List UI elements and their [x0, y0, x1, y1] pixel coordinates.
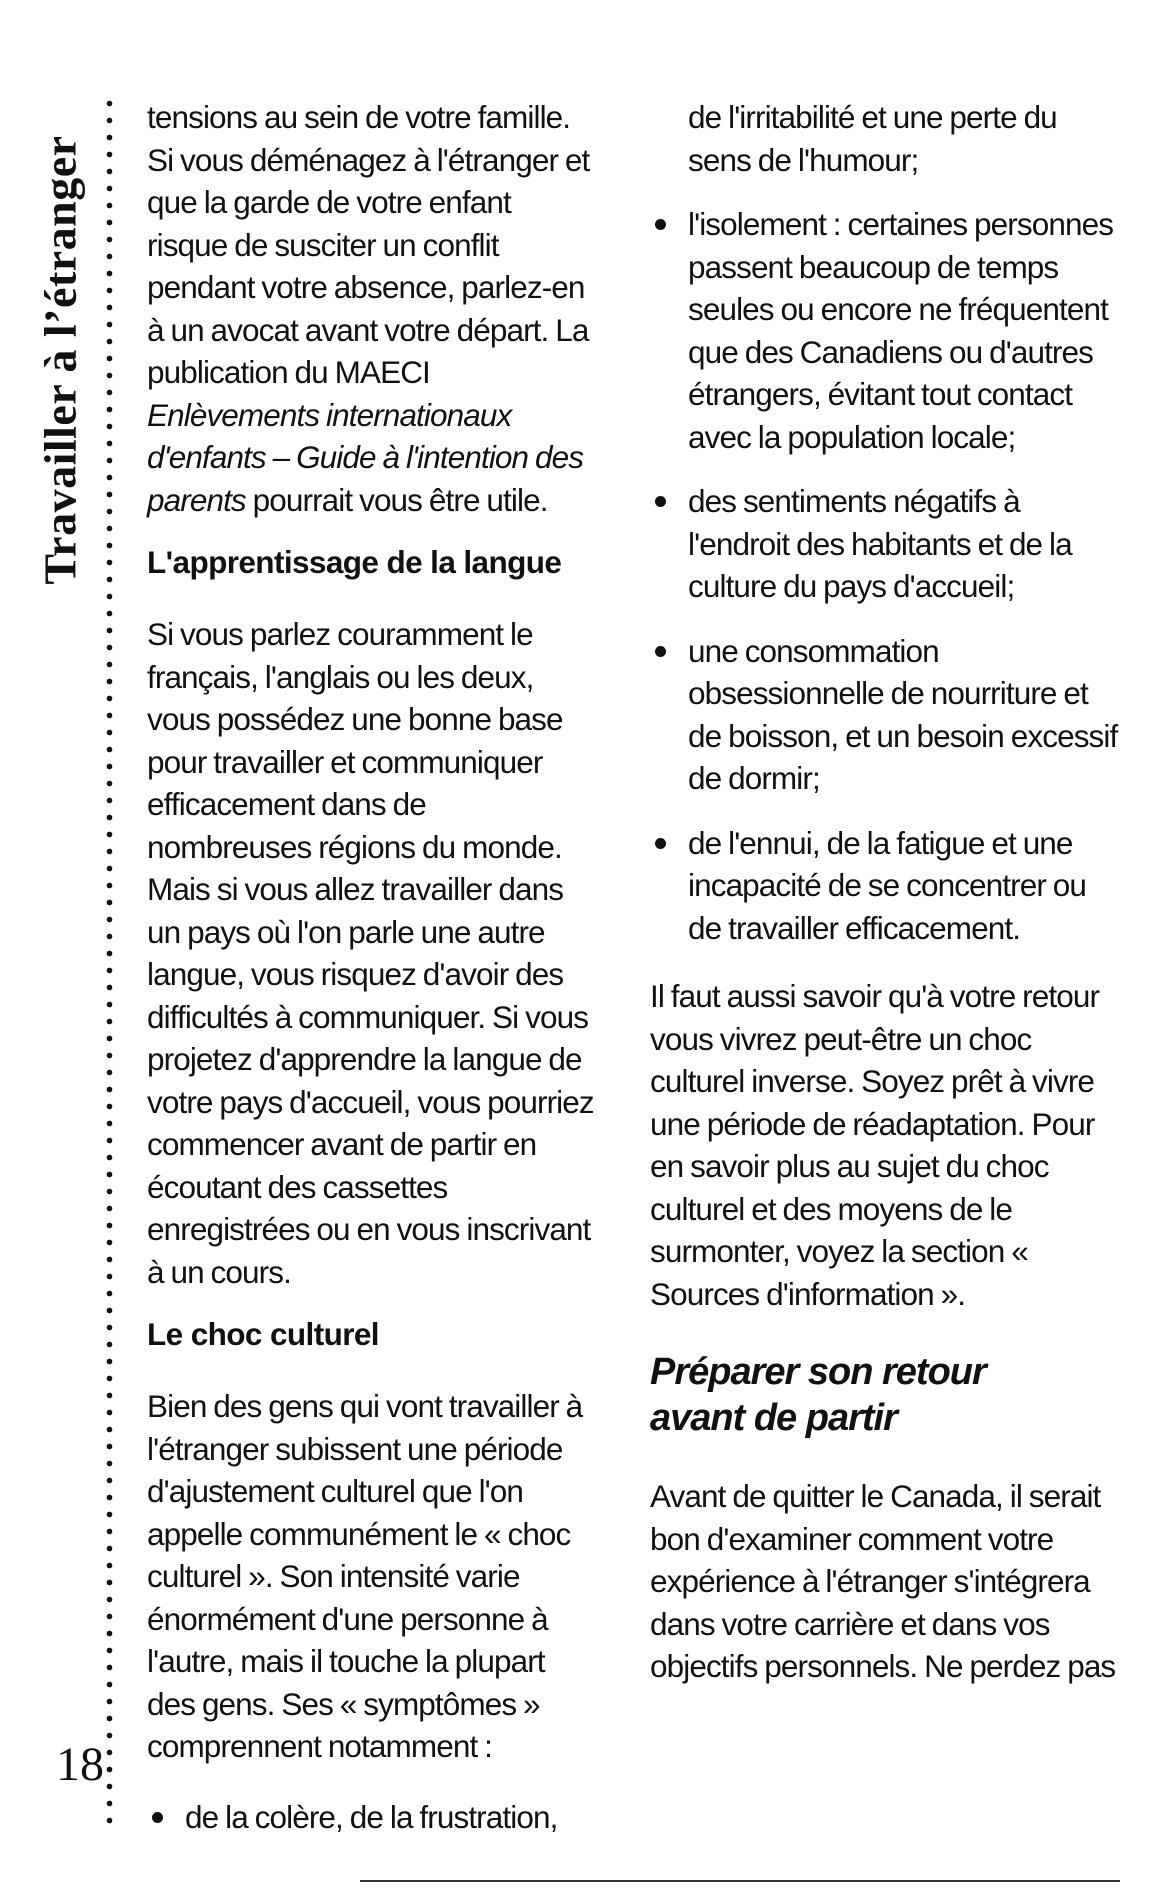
intro-text-after: pourrait vous être utile.: [245, 481, 548, 518]
bullet-icon: [655, 646, 666, 657]
prepare-return-paragraph: Avant de quitter le Canada, il serait bon d'examiner comment votre expérience à l'étranger s'intégrera dans votre carrière et dans vos objectifs personnels. Ne perdez pas: [650, 1478, 1116, 1684]
reverse-culture-shock-paragraph: Il faut aussi savoir qu'à votre retour vous vivrez peut-être un choc culturel inverse. Soyez prêt à vivre une période de réadaptation. Pour en savoir plus au sujet du choc culturel et des moyens de le surmonter, voyez la section « Sources d'information ».: [650, 978, 1100, 1312]
list-item: de la colère, de la frustration,: [147, 1796, 597, 1839]
symptom-list-start: [147, 1796, 597, 1839]
list-item: l'isolement : certaines personnes passent beaucoup de temps seules ou encore ne fréquentent que des Canadiens ou d'autres étrangers, évitant tout contact avec la population locale;: [650, 203, 1120, 458]
section-title: [650, 1349, 1120, 1441]
section-title-line-2: avant de partir: [650, 1397, 897, 1439]
bullet-icon: [655, 838, 666, 849]
right-column: [650, 96, 1120, 1688]
intro-text-before: tensions au sein de votre famille. Si vous déménagez à l'étranger et que la garde de votre enfant risque de susciter un conflit pendant votre absence, parlez-en à un avocat avant votre départ. La publication du MAECI: [147, 99, 590, 390]
bullet-icon: [655, 496, 666, 507]
publication-title: Enlèvements internationaux d'enfants – Guide à l'intention des parents: [147, 396, 584, 518]
list-item: des sentiments négatifs à l'endroit des habitants et de la culture du pays d'accueil;: [650, 480, 1120, 608]
bottom-rule: [360, 1880, 1120, 1882]
bullet-icon: [655, 219, 666, 230]
culture-shock-paragraph: Bien des gens qui vont travailler à l'étranger subissent une période d'ajustement culturel que l'on appelle communément le « choc culturel ». Son intensité varie énormément d'une personne à l'autre, mais il touche la plupart des gens. Ses « symptômes » comprennent notamment :: [147, 1388, 583, 1764]
section-title-line-1: Préparer son retour: [650, 1351, 986, 1393]
list-item: une consommation obsessionnelle de nourriture et de boisson, et un besoin excessif de dormir;: [650, 630, 1120, 800]
list-item: de l'ennui, de la fatigue et une incapacité de se concentrer ou de travailler efficacement.: [650, 822, 1120, 950]
running-section-title: [10, 105, 110, 615]
language-heading: L'apprentissage de la langue: [147, 544, 562, 580]
intro-paragraph: [147, 96, 597, 521]
dotted-margin-rule: [105, 95, 114, 1830]
culture-shock-heading: Le choc culturel: [147, 1316, 379, 1352]
bullet-continuation: de l'irritabilité et une perte du sens de l'humour;: [688, 99, 1057, 178]
page-number: 18: [56, 1738, 104, 1791]
symptom-list: [650, 203, 1120, 949]
language-paragraph: Si vous parlez couramment le français, l'anglais ou les deux, vous possédez une bonne base pour travailler et communiquer efficacement dans de nombreuses régions du monde. Mais si vous allez travailler dans un pays où l'on parle une autre langue, vous risquez d'avoir des difficultés à communiquer. Si vous projetez d'apprendre la langue de votre pays d'accueil, vous pourriez commencer avant de partir en écoutant des cassettes enregistrées ou en vous inscrivant à un cours.: [147, 616, 594, 1290]
left-column: [147, 96, 597, 1838]
running-section-title-text: Travailler à l’étranger: [34, 135, 86, 585]
bullet-icon: [152, 1812, 163, 1823]
